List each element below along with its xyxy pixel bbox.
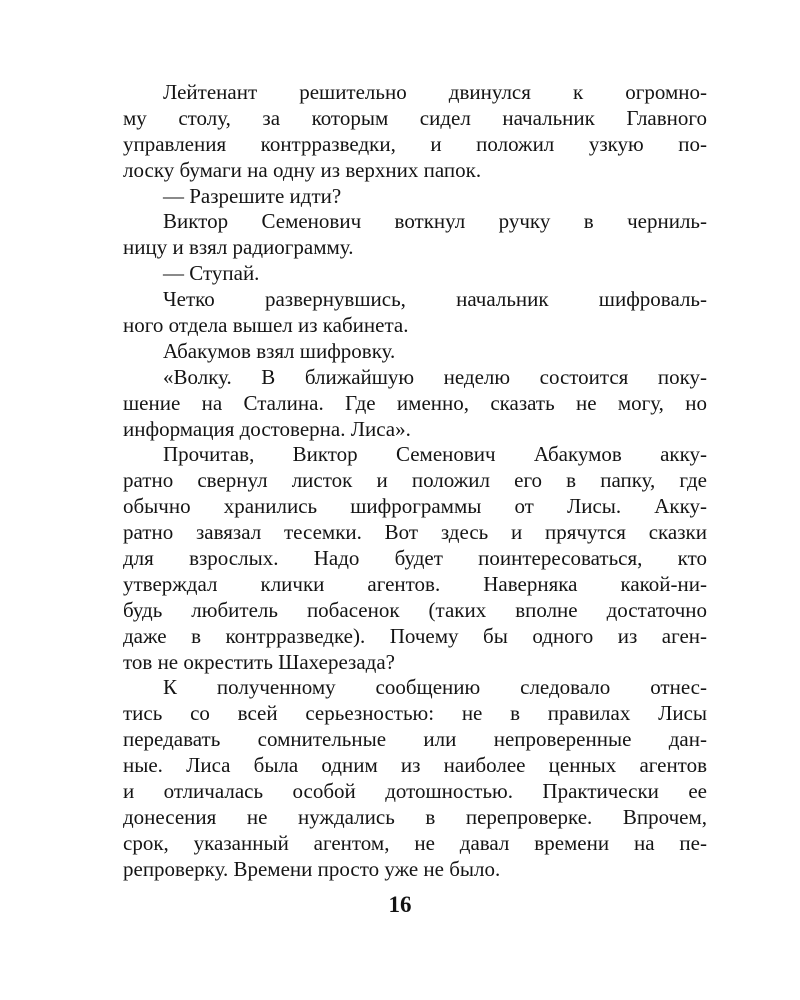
paragraph xyxy=(123,209,707,261)
text-line: «Волку. В ближайшую неделю состоится поку- xyxy=(163,364,707,389)
text-line: донесения не нуждались в перепроверке. Впрочем, xyxy=(123,804,707,829)
text-line: Абакумов взял шифровку. xyxy=(163,338,396,363)
paragraph xyxy=(123,184,707,210)
text-line: шение на Сталина. Где именно, сказать не могу, но xyxy=(123,390,707,415)
text-line: для взрослых. Надо будет поинтересоваться, кто xyxy=(123,546,707,571)
text-line: Виктор Семенович воткнул ручку в черниль- xyxy=(163,209,707,234)
text-line: му столу, за которым сидел начальник Главного xyxy=(123,105,707,130)
text-line: Лейтенант решительно двинулся к огромно- xyxy=(163,80,707,104)
text-line: — Разрешите идти? xyxy=(163,183,342,208)
paragraph xyxy=(123,339,707,365)
text-line: Прочитав, Виктор Семенович Абакумов акку- xyxy=(163,442,707,467)
text-line: передавать сомнительные или непроверенные дан- xyxy=(123,727,707,752)
paragraph xyxy=(123,287,707,339)
text-line: — Ступай. xyxy=(163,261,260,286)
book-page-body xyxy=(123,80,707,883)
text-line: ного отдела вышел из кабинета. xyxy=(123,313,409,338)
text-line: Четко развернувшись, начальник шифроваль- xyxy=(163,287,707,312)
text-line: и отличалась особой дотошностью. Практически ее xyxy=(123,779,707,804)
text-line: утверждал клички агентов. Наверняка какой-ни- xyxy=(123,571,707,596)
text-line: репроверку. Времени просто уже не было. xyxy=(123,856,501,881)
paragraph xyxy=(123,261,707,287)
text-line: информация достоверна. Лиса». xyxy=(123,416,411,441)
paragraph xyxy=(123,365,707,443)
paragraph xyxy=(123,442,707,675)
paragraph xyxy=(123,80,707,184)
text-line: будь любитель побасенок (таких вполне достаточно xyxy=(123,597,707,622)
text-line: тись со всей серьезностью: не в правилах Лисы xyxy=(123,701,707,726)
text-line: управления контрразведки, и положил узкую по- xyxy=(123,131,707,156)
text-line: ратно завязал тесемки. Вот здесь и прячутся сказки xyxy=(123,520,707,545)
text-line: лоску бумаги на одну из верхних папок. xyxy=(123,157,482,182)
text-line: ные. Лиса была одним из наиболее ценных агентов xyxy=(123,753,707,778)
page-number: 16 xyxy=(388,892,412,917)
paragraph xyxy=(123,675,707,882)
text-line: обычно хранились шифрограммы от Лисы. Акку- xyxy=(123,494,707,519)
text-line: ратно свернул листок и положил его в папку, где xyxy=(123,468,707,493)
text-line: тов не окрестить Шахерезада? xyxy=(123,649,395,674)
text-line: ницу и взял радиограмму. xyxy=(123,235,354,260)
text-line: срок, указанный агентом, не давал времени на пе- xyxy=(123,830,707,855)
text-line: К полученному сообщению следовало отнес- xyxy=(163,675,707,700)
text-line: даже в контрразведке). Почему бы одного из аген- xyxy=(123,623,707,648)
